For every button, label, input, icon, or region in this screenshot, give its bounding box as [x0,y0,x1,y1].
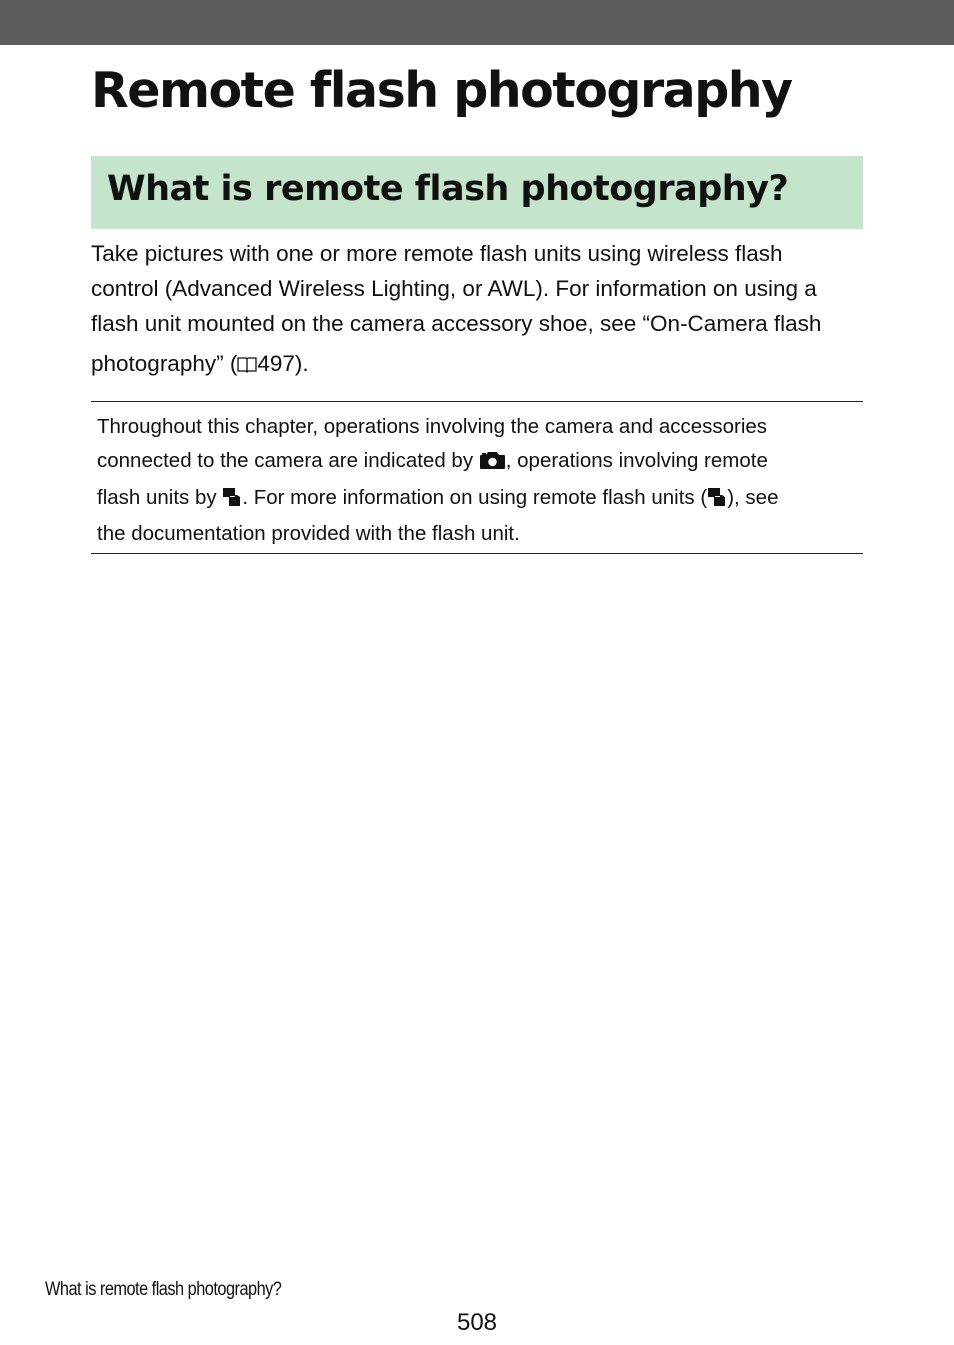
note-paragraph [97,410,857,551]
page-reference-link[interactable]: 497 [257,351,295,376]
footer-section-name: What is remote flash photography? [45,1279,282,1300]
section-title: What is remote flash photography? [107,169,789,209]
page-title: Remote flash photography [91,62,792,119]
book-icon [237,348,257,366]
note-line [97,481,857,518]
note-line: the documentation provided with the flash unit. [97,522,520,546]
flash-unit-icon [222,484,242,518]
note-text: ), see [727,485,779,509]
page-number: 508 [456,1309,498,1336]
note-text: flash units by [97,485,223,509]
intro-line [91,346,863,381]
note-text: , operations involving remote [505,448,768,472]
top-bar [0,0,954,45]
note-text: . For more information on using remote flash units ( [242,485,708,509]
intro-line: Take pictures with one or more remote flash units using wireless flash [91,241,783,266]
note-text: connected to the camera are indicated by [97,448,479,472]
intro-line: control (Advanced Wireless Lighting, or AWL). For information on using a [91,276,817,301]
flash-unit-icon [707,484,727,518]
note-line: Throughout this chapter, operations involving the camera and accessories [97,415,768,438]
intro-text: photography” ( [91,351,238,376]
camera-icon [479,447,506,481]
intro-text: ). [294,351,309,376]
note-box [91,401,863,554]
note-line [97,444,857,481]
intro-paragraph [91,236,863,381]
section-header [91,156,863,229]
intro-line: flash unit mounted on the camera accessory shoe, see “On-Camera flash [91,311,822,336]
